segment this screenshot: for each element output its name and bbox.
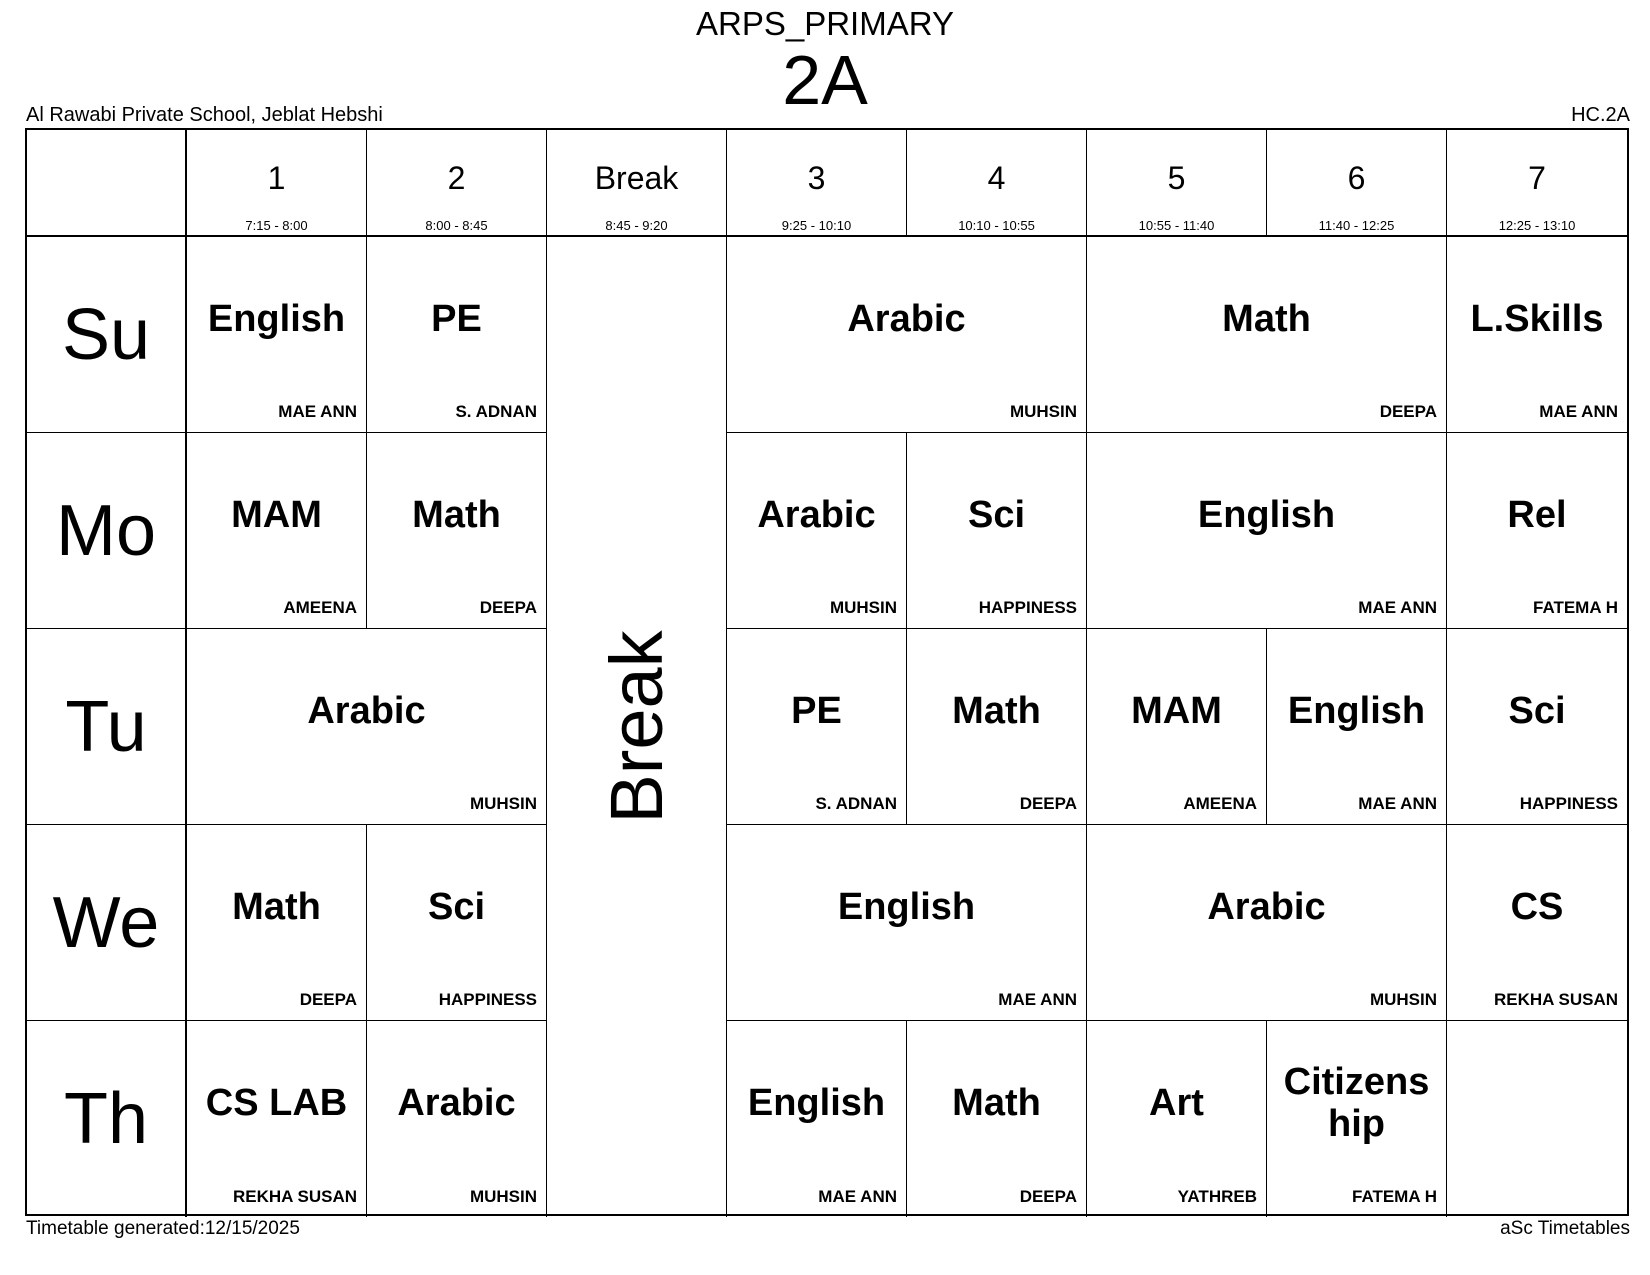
lesson-teacher: MAE ANN: [998, 990, 1077, 1009]
period-number: 4: [987, 160, 1006, 196]
lesson-cell[interactable]: [727, 237, 1087, 433]
lesson-subject: CS LAB: [205, 1082, 348, 1124]
lesson-cell[interactable]: [367, 825, 547, 1021]
lesson-cell[interactable]: [1087, 237, 1447, 433]
lesson-subject: MAM: [1131, 689, 1222, 732]
lesson-cell[interactable]: [367, 237, 547, 433]
break-label: Break: [594, 630, 678, 824]
lesson-teacher: HAPPINESS: [1519, 794, 1618, 813]
lesson-cell[interactable]: [907, 629, 1087, 825]
period-number: 7: [1528, 160, 1546, 196]
lesson-cell[interactable]: [1267, 629, 1447, 825]
period-header-break: [547, 130, 727, 237]
day-name: Th: [63, 1079, 149, 1159]
day-cell-su: [27, 237, 187, 433]
day-name: Tu: [65, 686, 147, 767]
lesson-teacher: HAPPINESS: [438, 990, 537, 1009]
day-cell-th: [27, 1021, 187, 1217]
lesson-subject: Sci: [427, 885, 486, 928]
lesson-cell[interactable]: [187, 825, 367, 1021]
lesson-subject: English: [747, 1082, 886, 1124]
lesson-cell[interactable]: [367, 433, 547, 629]
lesson-subject: Art: [1149, 1082, 1204, 1124]
lesson-subject: CS: [1510, 885, 1564, 928]
lesson-teacher: MUHSIN: [469, 1187, 537, 1206]
lesson-subject: English: [1197, 493, 1336, 536]
lesson-teacher: MAE ANN: [1358, 598, 1437, 617]
lesson-cell[interactable]: [187, 629, 547, 825]
class-title: 2A: [782, 41, 868, 119]
lesson-cell[interactable]: [187, 433, 367, 629]
lesson-subject: English: [1287, 689, 1426, 732]
lesson-teacher: YATHREB: [1177, 1187, 1257, 1206]
lesson-teacher: HAPPINESS: [978, 598, 1077, 617]
school-title: ARPS_PRIMARY: [696, 5, 954, 42]
period-number: 1: [267, 160, 286, 196]
lesson-cell[interactable]: [727, 825, 1087, 1021]
lesson-cell[interactable]: [727, 1021, 907, 1217]
empty-cell: [1447, 1021, 1627, 1217]
lesson-teacher: MAE ANN: [1358, 794, 1437, 813]
lesson-teacher: S. ADNAN: [815, 794, 897, 813]
lesson-teacher: DEEPA: [1019, 1187, 1077, 1206]
period-header-1: [187, 130, 367, 237]
lesson-subject: Arabic: [307, 689, 426, 732]
lesson-teacher: AMEENA: [1183, 794, 1257, 813]
lesson-subject: Arabic: [1207, 885, 1326, 928]
lesson-cell[interactable]: [1087, 433, 1447, 629]
lesson-teacher: REKHA SUSAN: [1493, 990, 1618, 1009]
period-header-3: [727, 130, 907, 237]
corner-cell: [27, 130, 187, 237]
day-cell-we: [27, 825, 187, 1021]
lesson-teacher: MAE ANN: [278, 402, 357, 421]
period-header-4: [907, 130, 1087, 237]
lesson-cell[interactable]: [1447, 825, 1627, 1021]
lesson-subject: English: [207, 297, 346, 340]
period-header-7: [1447, 130, 1627, 237]
lesson-teacher: MUHSIN: [1369, 990, 1437, 1009]
lesson-teacher: MAE ANN: [1539, 402, 1618, 421]
lesson-subject: Arabic: [757, 493, 876, 536]
break-cell: [547, 237, 727, 1217]
period-number: 5: [1167, 160, 1186, 196]
lesson-teacher: REKHA SUSAN: [232, 1187, 357, 1206]
lesson-cell[interactable]: [1087, 629, 1267, 825]
lesson-cell[interactable]: [1087, 1021, 1267, 1217]
lesson-cell[interactable]: [187, 1021, 367, 1217]
lesson-cell[interactable]: [907, 433, 1087, 629]
lesson-teacher: FATEMA H: [1352, 1187, 1437, 1206]
lesson-subject: PE: [791, 689, 842, 732]
lesson-subject: Arabic: [847, 297, 966, 340]
lesson-teacher: MUHSIN: [829, 598, 897, 617]
lesson-teacher: DEEPA: [1019, 794, 1077, 813]
timetable-grid: [25, 128, 1629, 1216]
day-name: We: [52, 882, 160, 963]
lesson-subject: English: [837, 885, 976, 928]
lesson-teacher: FATEMA H: [1533, 598, 1618, 617]
lesson-subject: Sci: [1508, 689, 1566, 732]
period-header-5: [1087, 130, 1267, 237]
lesson-cell[interactable]: [1087, 825, 1447, 1021]
period-header-2: [367, 130, 547, 237]
day-name: Mo: [55, 490, 157, 571]
day-cell-mo: [27, 433, 187, 629]
lesson-subject: PE: [431, 297, 482, 340]
lesson-subject: Rel: [1507, 493, 1567, 536]
period-header-6: [1267, 130, 1447, 237]
lesson-subject: Math: [952, 689, 1041, 732]
lesson-teacher: MUHSIN: [1009, 402, 1077, 421]
period-number: Break: [594, 160, 679, 196]
day-cell-tu: [27, 629, 187, 825]
lesson-subject: Arabic: [397, 1082, 516, 1124]
period-time: 8:00 - 8:45: [425, 218, 488, 233]
lesson-subject: Math: [1222, 297, 1311, 340]
lesson-cell[interactable]: [727, 433, 907, 629]
lesson-cell[interactable]: [1267, 1021, 1447, 1217]
lesson-subject: L.Skills: [1470, 297, 1604, 340]
period-number: 2: [447, 160, 466, 196]
period-time: 9:25 - 10:10: [781, 218, 852, 233]
lesson-cell[interactable]: [1447, 629, 1627, 825]
lesson-subject: Math: [232, 885, 321, 928]
period-number: 6: [1347, 160, 1366, 196]
lesson-teacher: S. ADNAN: [455, 402, 537, 421]
period-time: 12:25 - 13:10: [1498, 218, 1576, 233]
lesson-cell[interactable]: [187, 237, 367, 433]
day-name: Su: [61, 294, 151, 375]
lesson-cell[interactable]: [1447, 237, 1627, 433]
lesson-teacher: MAE ANN: [818, 1187, 897, 1206]
lesson-cell[interactable]: [1447, 433, 1627, 629]
lesson-cell[interactable]: [907, 1021, 1087, 1217]
period-number: 3: [807, 160, 826, 196]
lesson-teacher: MUHSIN: [469, 794, 537, 813]
school-name: Al Rawabi Private School, Jeblat Hebshi: [26, 104, 383, 126]
lesson-teacher: DEEPA: [479, 598, 537, 617]
lesson-subject: Math: [952, 1082, 1041, 1124]
lesson-subject: Math: [412, 493, 501, 536]
lesson-teacher: DEEPA: [299, 990, 357, 1009]
lesson-teacher: DEEPA: [1379, 402, 1437, 421]
period-time: 10:55 - 11:40: [1138, 218, 1215, 233]
lesson-subject: Sci: [967, 493, 1026, 536]
generated-date: Timetable generated:12/15/2025: [26, 1218, 300, 1239]
lesson-cell[interactable]: [367, 1021, 547, 1217]
lesson-cell[interactable]: [727, 629, 907, 825]
lesson-teacher: AMEENA: [283, 598, 357, 617]
class-code: HC.2A: [1571, 104, 1630, 126]
period-time: 11:40 - 12:25: [1318, 218, 1395, 233]
period-time: 7:15 - 8:00: [245, 218, 308, 233]
brand-label: aSc Timetables: [1500, 1218, 1630, 1239]
period-time: 10:10 - 10:55: [958, 218, 1035, 233]
period-time: 8:45 - 9:20: [605, 218, 668, 233]
lesson-subject: Citizens hip: [1283, 1061, 1430, 1145]
lesson-subject: MAM: [231, 493, 322, 536]
